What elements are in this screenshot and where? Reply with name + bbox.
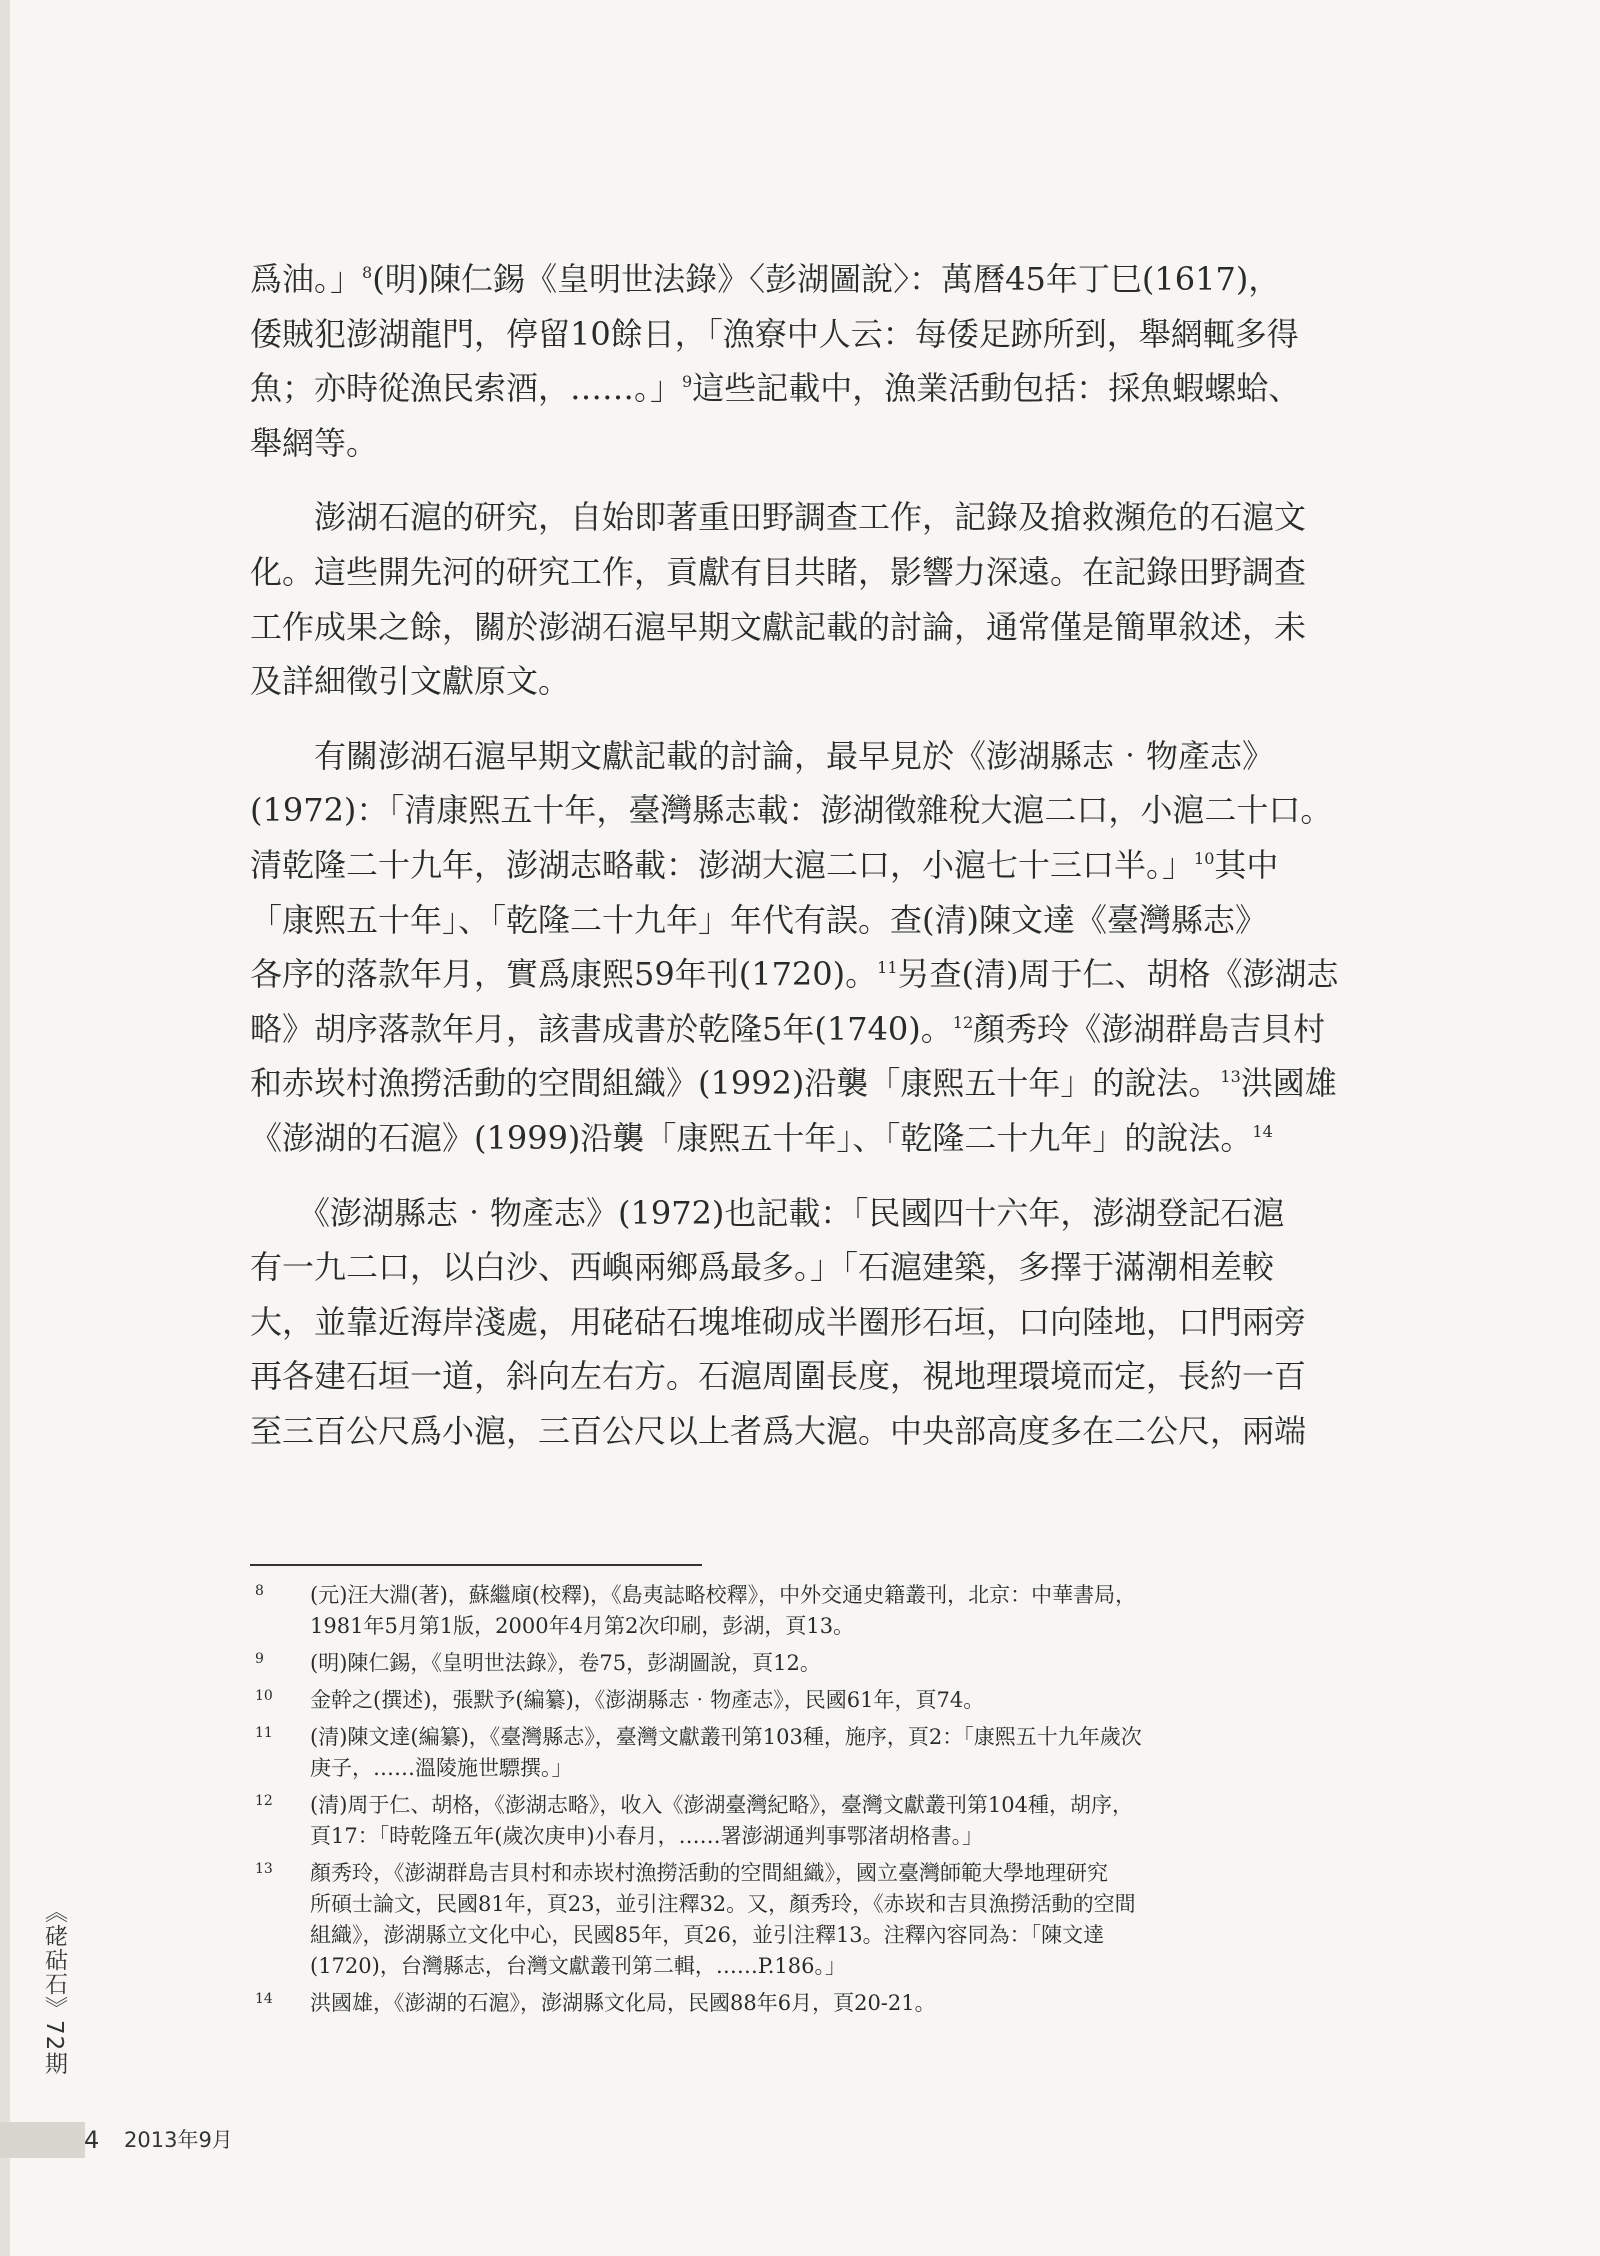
line-text: (1972)：「清康熙五十年，臺灣縣志載：澎湖徵雜稅大滬二口，小滬二十口。 (250, 791, 1333, 830)
text-line (250, 783, 1442, 838)
paragraph (250, 490, 1442, 708)
footnote-marker: 10 (1194, 848, 1215, 868)
line-text: 有一九二口，以白沙、西嶼兩鄉爲最多。」「石滬建築，多擇于滿潮相差較 (250, 1248, 1275, 1287)
line-text-after: 另查(清)周于仁、胡格《澎湖志 (897, 955, 1339, 994)
text-line (250, 1240, 1442, 1295)
footnote (255, 1580, 1442, 1642)
footnote-line: (元)汪大淵(著)，蘇繼廎(校釋)，《島夷誌略校釋》，中外交通史籍叢刊，北京：中華書局， (310, 1583, 1137, 1607)
issue-date: 2013年9月 (124, 2128, 233, 2152)
line-text: 工作成果之餘，關於澎湖石滬早期文獻記載的討論，通常僅是簡單敘述，未 (250, 607, 1307, 646)
footnote-line: 頁17：「時乾隆五年(歲次庚申)小春月，……署澎湖通判事鄂渚胡格書。」 (310, 1824, 984, 1848)
line-text-after: (明)陳仁錫《皇明世法錄》〈彭湖圖說〉：萬曆45年丁巳(1617)， (372, 260, 1281, 298)
line-text: 爲油。」 (250, 260, 363, 298)
footnote-marker: 11 (877, 958, 898, 978)
footnote-marker: 14 (1252, 1121, 1273, 1141)
footnote-number: 8 (255, 1583, 264, 1599)
line-text-after: 洪國雄 (1240, 1064, 1337, 1103)
line-text: 倭賊犯澎湖龍門，停留10餘日，「漁寮中人云：每倭足跡所到，舉網輒多得 (250, 314, 1299, 353)
text-line (250, 490, 1442, 545)
text-line (250, 1404, 1442, 1459)
journal-title-vertical: 《硓𥑮石》72期 (41, 1900, 67, 2076)
footnote-line: (清)周于仁、胡格，《澎湖志略》，收入《澎湖臺灣紀略》，臺灣文獻叢刊第104種，胡序， (310, 1793, 1133, 1817)
page-number: 4 (84, 2126, 100, 2154)
line-text: 舉網等。 (250, 423, 379, 462)
page-footer (0, 2122, 260, 2158)
footnote-line: 金幹之(撰述)，張默予(編纂)，《澎湖縣志‧物產志》，民國61年，頁74。 (310, 1688, 985, 1712)
paragraph (250, 729, 1442, 1166)
footnote-gap (255, 2019, 1442, 2025)
line-text: 大，並靠近海岸淺處，用硓𥑮石塊堆砌成半圈形石垣，口向陸地，口門兩旁 (250, 1302, 1307, 1341)
text-line (250, 1349, 1442, 1404)
text-line (250, 1002, 1442, 1057)
line-text: 及詳細徵引文獻原文。 (250, 662, 571, 701)
footnote (255, 1648, 1442, 1679)
footnote-line: 所碩士論文，民國81年，頁23，並引注釋32。又，顏秀玲，《赤崁和吉貝漁撈活動的空間 (310, 1892, 1136, 1916)
text-line (250, 545, 1442, 600)
text-line (250, 361, 1442, 416)
footnote-line: 洪國雄，《澎湖的石滬》，澎湖縣文化局，民國88年6月，頁20-21。 (310, 1991, 936, 2015)
footnote-number: 9 (255, 1651, 264, 1667)
text-line (250, 893, 1442, 948)
line-text: 「康熙五十年」、「乾隆二十九年」年代有誤。查(清)陳文達《臺灣縣志》 (250, 900, 1267, 939)
footnote-line: (明)陳仁錫，《皇明世法錄》，卷75，彭湖圖說，頁12。 (310, 1651, 821, 1675)
line-text: 和赤崁村漁撈活動的空間組織》(1992)沿襲「康熙五十年」的說法。 (250, 1064, 1221, 1103)
footnote-line: 顏秀玲，《澎湖群島吉貝村和赤崁村漁撈活動的空間組織》，國立臺灣師範大學地理研究 (310, 1861, 1108, 1885)
footnote-marker: 12 (952, 1012, 974, 1032)
line-text: 再各建石垣一道，斜向左右方。石滬周圍長度，視地理環境而定，長約一百 (250, 1357, 1307, 1396)
line-text: 清乾隆二十九年，澎湖志略載：澎湖大滬二口，小滬七十三口半。」 (250, 845, 1195, 884)
line-text: 化。這些開先河的研究工作，貢獻有目共睹，影響力深遠。在記錄田野調查 (250, 552, 1307, 591)
footnotes (255, 1580, 1442, 2025)
footnote-line: 1981年5月第1版，2000年4月第2次印刷，彭湖，頁13。 (310, 1614, 855, 1638)
text-line (250, 838, 1442, 893)
text-line (250, 1186, 1442, 1241)
text-line (250, 252, 1442, 307)
line-text-after: 其中 (1214, 845, 1279, 884)
line-text: 魚；亦時從漁民索酒，……。」 (250, 369, 683, 408)
line-text: 略》胡序落款年月，該書成書於乾隆5年(1740)。 (250, 1009, 953, 1048)
line-text: 有關澎湖石滬早期文獻記載的討論，最早見於《澎湖縣志‧物產志》 (250, 736, 1275, 775)
footnote-number: 11 (255, 1725, 273, 1741)
footnote-number: 10 (255, 1688, 273, 1704)
footnote (255, 1858, 1442, 1982)
footnote-number: 13 (255, 1861, 273, 1877)
line-text: 至三百公尺爲小滬，三百公尺以上者爲大滬。中央部高度多在二公尺，兩端 (250, 1411, 1307, 1450)
page-edge-shadow (0, 0, 10, 2256)
text-line (250, 729, 1442, 784)
footnote-rule (250, 1564, 702, 1566)
line-text: 《澎湖縣志‧物產志》(1972)也記載：「民國四十六年，澎湖登記石滬 (250, 1193, 1285, 1232)
body-text (250, 252, 1442, 1458)
text-line (250, 654, 1442, 709)
footnote-line: 組織》，澎湖縣立文化中心，民國85年，頁26，並引注釋13。注釋內容同為：「陳文達 (310, 1923, 1105, 1947)
paragraph (250, 1186, 1442, 1459)
text-line (250, 1056, 1442, 1111)
line-text: 澎湖石滬的研究，自始即著重田野調查工作，記錄及搶救瀕危的石滬文 (250, 498, 1307, 537)
footnote-line: (1720)，台灣縣志，台灣文獻叢刊第二輯，……P.186。」 (310, 1954, 846, 1978)
paragraph-gap (250, 709, 1442, 729)
footnote-marker: 8 (362, 263, 373, 282)
footnote-marker: 13 (1220, 1067, 1241, 1087)
paragraph-gap (250, 1166, 1442, 1186)
footer-bar (0, 2122, 85, 2158)
text-line (250, 1295, 1442, 1350)
text-line (250, 947, 1442, 1002)
text-line (250, 416, 1442, 471)
footnote-line: 庚子，……溫陵施世驃撰。」 (310, 1756, 573, 1780)
footnote (255, 1722, 1442, 1784)
paragraph-gap (250, 470, 1442, 490)
text-line (250, 1111, 1442, 1166)
footnote-marker: 9 (682, 372, 693, 392)
footnote (255, 1685, 1442, 1716)
footnote-number: 14 (255, 1991, 273, 2007)
line-text-after: 這些記載中，漁業活動包括：採魚蝦螺蛤、 (692, 369, 1301, 408)
paragraph (250, 252, 1442, 470)
line-text: 各序的落款年月，實爲康熙59年刊(1720)。 (250, 955, 878, 994)
footnote-number: 12 (255, 1793, 273, 1809)
footnote (255, 1988, 1442, 2019)
text-line (250, 600, 1442, 655)
line-text: 《澎湖的石滬》(1999)沿襲「康熙五十年」、「乾隆二十九年」的說法。 (250, 1118, 1253, 1157)
text-line (250, 307, 1442, 362)
footnote-line: (清)陳文達(編纂)，《臺灣縣志》，臺灣文獻叢刊第103種，施序，頁2：「康熙五十九年歲次 (310, 1725, 1142, 1749)
line-text-after: 顏秀玲《澎湖群島吉貝村 (973, 1009, 1326, 1048)
footnote (255, 1790, 1442, 1852)
